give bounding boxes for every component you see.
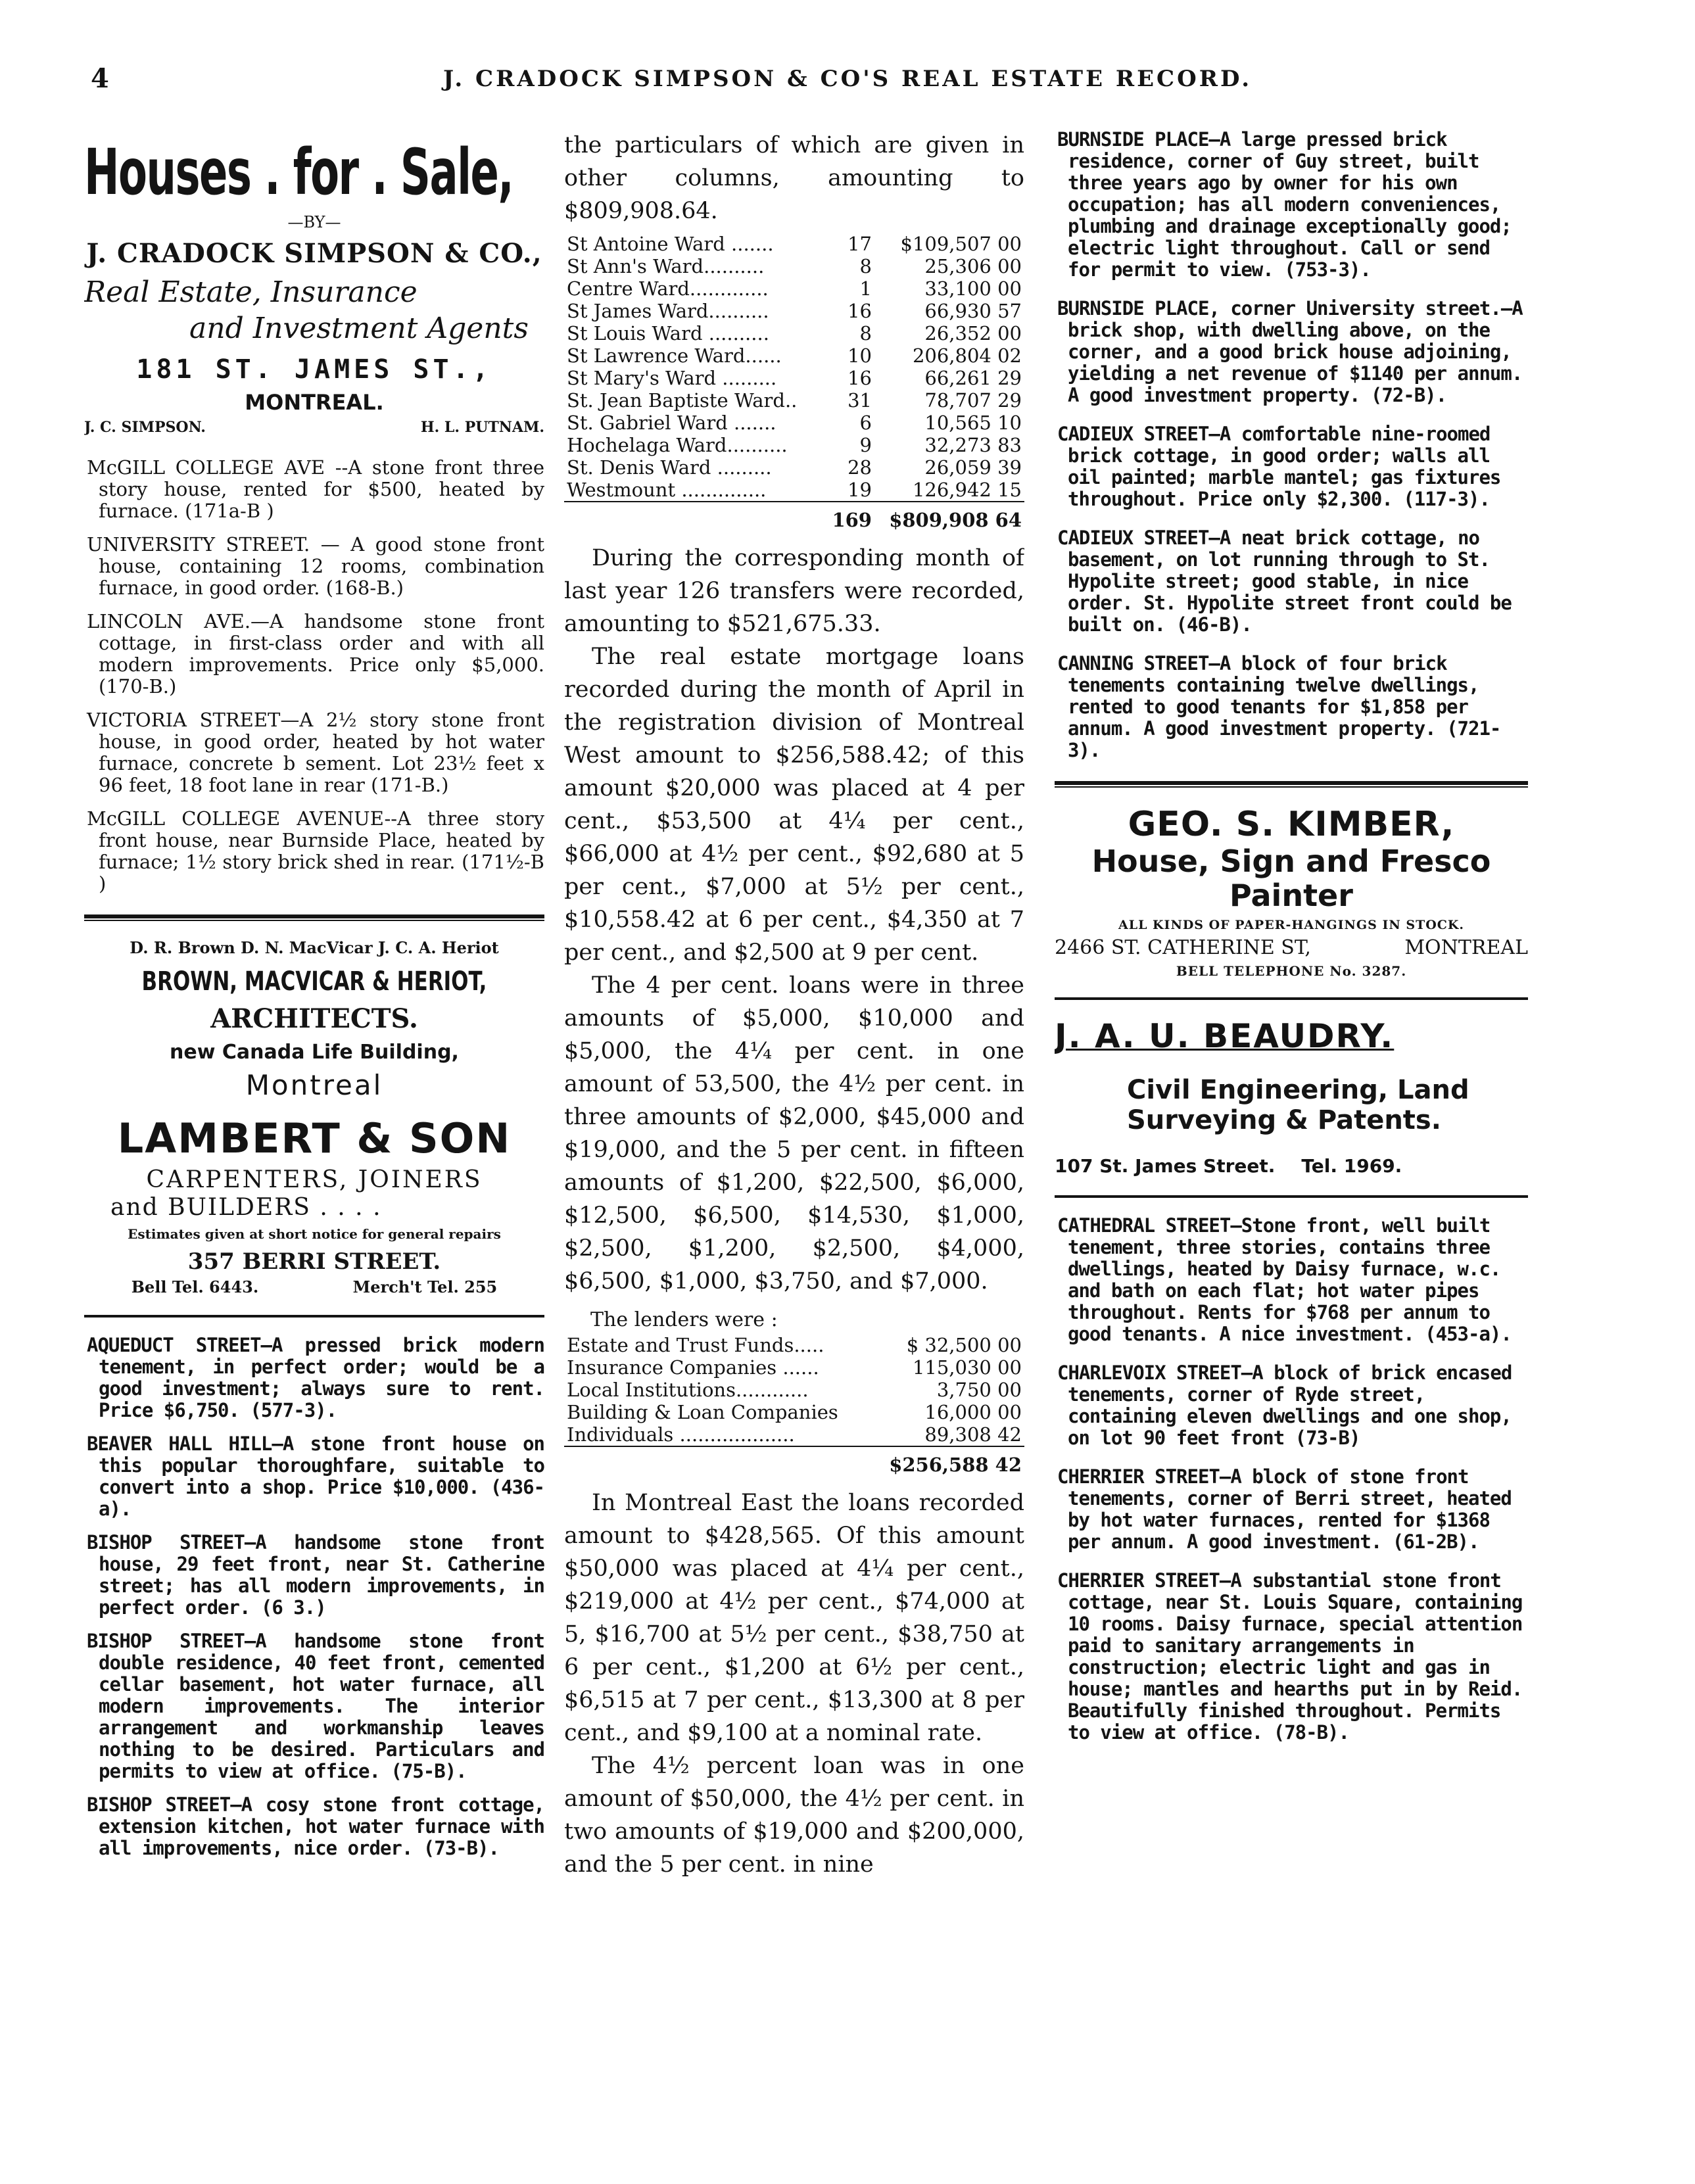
table-row xyxy=(564,1334,1024,1356)
table-row xyxy=(564,456,1024,479)
table-row xyxy=(564,434,1024,456)
ward-amount: 26,352 00 xyxy=(924,322,1022,344)
ward-name: St Louis Ward .......... xyxy=(567,322,769,344)
houses-for-sale-title: Houses . for . Sale, xyxy=(84,135,513,209)
listing: LINCOLN AVE.—A handsome stone front cottage, in first-class order and with all modern improvements. Price only $5,000. (170-B.) xyxy=(87,610,544,698)
total-count: 169 xyxy=(829,502,874,531)
lambert-trade: CARPENTERS, JOINERS xyxy=(146,1166,483,1193)
listing: BISHOP STREET—A handsome stone front house, 29 feet front, near St. Catherine street; has all modern improvements, in perfect order. (6 3.) xyxy=(87,1531,544,1619)
ward-name: Westmount .............. xyxy=(567,479,767,501)
ward-count: 16 xyxy=(848,367,872,389)
section-rule xyxy=(84,1315,544,1318)
listing: BURNSIDE PLACE, corner University street.—A brick shop, with dwelling above, on the corner, and a good brick house adjoining, yielding a net revenue of $1140 per annum. A good investment property. (72-B). xyxy=(1057,297,1523,406)
ward-amount: 126,942 15 xyxy=(912,479,1022,501)
firm-line-2: and Investment Agents xyxy=(189,312,529,345)
ward-name: St Antoine Ward ....... xyxy=(567,233,774,255)
listing: CHERRIER STREET—A substantial stone front cottage, near St. Louis Square, containing 10 rooms. Daisy furnace, special attention paid to sanitary arrangements in construction; electric light and gas in house; mantles and hearths put in by Reid. Beautifully finished throughout. Permits to view at office. (78-B). xyxy=(1057,1569,1523,1744)
listing: BISHOP STREET—A handsome stone front double residence, 40 feet front, cemented cellar basement, hot water furnace, all modern improvements. The interior arrangement and workmanship leaves nothing to be desired. Particulars and permits to view at office. (75-B). xyxy=(87,1630,544,1782)
beaudry-service-1: Civil Engineering, Land xyxy=(1127,1075,1469,1105)
kimber-stock: ALL KINDS OF PAPER-HANGINGS IN STOCK. xyxy=(1118,918,1465,932)
column-left xyxy=(84,129,544,2184)
section-rule xyxy=(1055,781,1528,788)
lender-amount: 115,030 00 xyxy=(912,1356,1022,1379)
beaudry-address: 107 St. James Street. xyxy=(1055,1155,1276,1177)
ward-name: St. Denis Ward ......... xyxy=(567,456,772,479)
beaudry-address-line xyxy=(1055,1155,1528,1177)
ward-name: St Lawrence Ward...... xyxy=(567,344,782,367)
ward-name: St. Gabriel Ward ....... xyxy=(567,412,776,434)
kimber-telephone: BELL TELEPHONE No. 3287. xyxy=(1176,963,1407,979)
kimber-trade-1: House, Sign and Fresco xyxy=(1091,843,1491,879)
lender-name: Insurance Companies ...... xyxy=(567,1356,819,1379)
firm-address: 181 ST. JAMES ST., xyxy=(136,354,492,385)
ward-amount: 25,306 00 xyxy=(924,255,1022,277)
kimber-address: 2466 ST. CATHERINE ST, xyxy=(1055,936,1311,959)
lambert-name: LAMBERT & SON xyxy=(117,1114,512,1162)
table-row xyxy=(564,277,1024,300)
ward-amount: 66,261 29 xyxy=(924,367,1022,389)
listings-group-b xyxy=(84,1335,544,1859)
table-row xyxy=(564,255,1024,277)
lender-name: Individuals ................... xyxy=(567,1423,795,1446)
listing: McGILL COLLEGE AVENUE--A three story front house, near Burnside Place, heated by furnace; 1½ story brick shed in rear. (171½-B ) xyxy=(87,807,544,895)
table-row xyxy=(564,1423,1024,1446)
architect-firm: BROWN, MACVICAR & HERIOT, xyxy=(141,966,487,997)
listings-group-a xyxy=(84,457,544,895)
table-row xyxy=(564,300,1024,322)
ward-amount: 206,804 02 xyxy=(912,344,1022,367)
ward-amount: $109,507 00 xyxy=(900,233,1022,255)
paragraph: During the corresponding month of last year 126 transfers were recorded, amounting to $521,675.33. xyxy=(564,545,1024,637)
ward-amount: 10,565 10 xyxy=(924,412,1022,434)
lambert-telephones xyxy=(84,1277,544,1296)
listings-group-d xyxy=(1055,1215,1528,1744)
ward-name: Centre Ward............. xyxy=(567,277,769,300)
section-rule xyxy=(84,914,544,921)
table-row xyxy=(564,479,1024,502)
column-middle xyxy=(564,129,1024,2184)
page-number: 4 xyxy=(91,63,109,94)
ward-name: St Mary's Ward ......... xyxy=(567,367,777,389)
table-row xyxy=(564,367,1024,389)
column-right xyxy=(1055,129,1528,2184)
lenders-table xyxy=(564,1334,1024,1476)
kimber-city: MONTREAL xyxy=(1404,936,1528,959)
section-rule xyxy=(1055,997,1528,1000)
listing: CADIEUX STREET—A neat brick cottage, no basement, on lot running through to St. Hypolite street; good stable, in nice order. St. Hypolite street front could be built on. (46-B). xyxy=(1057,527,1512,636)
firm-principals xyxy=(84,419,544,436)
firm-line-1: Real Estate, Insurance xyxy=(84,275,418,309)
listing: BISHOP STREET—A cosy stone front cottage, extension kitchen, hot water furnace with all improvements, nice order. (73-B). xyxy=(87,1793,544,1859)
table-row xyxy=(564,1401,1024,1423)
listing: AQUEDUCT STREET—A pressed brick modern tenement, in perfect order; would be a good investment; always sure to rent. Price $6,750. (577-3). xyxy=(87,1334,544,1421)
architect-city: Montreal xyxy=(245,1069,383,1101)
ward-amount: 32,273 83 xyxy=(924,434,1022,456)
lender-name: Building & Loan Companies xyxy=(567,1401,838,1423)
ward-amount: 78,707 29 xyxy=(924,389,1022,412)
ward-amount: 66,930 57 xyxy=(924,300,1022,322)
beaudry-service-2: Surveying & Patents. xyxy=(1127,1105,1441,1135)
firm-city: MONTREAL. xyxy=(245,390,384,415)
listing: VICTORIA STREET—A 2½ story stone front house, in good order, heated by hot water furnace, concrete b sement. Lot 23½ feet x 96 feet, 18 foot lane in rear (171-B.) xyxy=(87,709,544,796)
table-row xyxy=(564,322,1024,344)
ward-count: 10 xyxy=(848,344,872,367)
listing: CATHEDRAL STREET—Stone front, well built tenement, three stories, contains three dwellings, heated by Daisy furnace, w.c. and bath on each flat; hot water pipes throughout. Rents for $768 per annum to good tenants. A nice investment. (453-a). xyxy=(1057,1214,1512,1345)
listing: CHARLEVOIX STREET—A block of brick encased tenements, corner of Ryde street, containing eleven dwellings and one shop, on lot 90 feet front (73-B) xyxy=(1057,1362,1512,1449)
listing: CANNING STREET—A block of four brick tenements containing twelve dwellings, rented to good tenants for $1,858 per annum. A good investment property. (721-3). xyxy=(1057,652,1501,761)
paragraph: The 4½ percent loan was in one amount of $50,000, the 4½ per cent. in two amounts of $19,000 and $200,000, and the 5 per cent. in nine xyxy=(564,1753,1024,1878)
paragraph: The 4 per cent. loans were in three amounts of $5,000, $10,000 and $5,000, the 4¼ per cent. in one amount of 53,500, the 4½ per cent. in three amounts of $2,000, $45,000 and $19,000, and the 5 per cent. in fifteen amounts of $1,200, $22,500, $6,000, $12,500, $6,500, $14,530, $1,000, $2,500, $1,200, $2,500, $4,000, $6,500, $1,000, $3,750, and $7,000. xyxy=(564,972,1024,1294)
table-row xyxy=(564,233,1024,255)
bell-tel: Bell Tel. 6443. xyxy=(131,1277,259,1296)
ward-name: Hochelaga Ward.......... xyxy=(567,434,788,456)
ward-count: 8 xyxy=(859,322,872,344)
ward-count: 19 xyxy=(848,479,872,501)
kimber-name: GEO. S. KIMBER, xyxy=(1128,805,1455,844)
table-row xyxy=(564,389,1024,412)
table-row xyxy=(564,1356,1024,1379)
lender-amount: 16,000 00 xyxy=(924,1401,1022,1423)
listing: BURNSIDE PLACE—A large pressed brick residence, corner of Guy street, built three years ago by owner for his own occupation; has all modern conveniences, plumbing and drainage exceptionally good; electric light throughout. Call or send for permit to view. (753-3). xyxy=(1057,129,1512,281)
table-total-row xyxy=(564,1446,1024,1476)
kimber-address-line xyxy=(1055,936,1528,959)
architect-building: new Canada Life Building, xyxy=(170,1041,459,1064)
firm-name: J. CRADOCK SIMPSON & CO., xyxy=(86,238,542,269)
lender-name: Local Institutions............ xyxy=(567,1379,809,1401)
beaudry-telephone: Tel. 1969. xyxy=(1301,1155,1402,1177)
table-row xyxy=(564,1379,1024,1401)
paragraph: In Montreal East the loans recorded amount to $428,565. Of this amount $50,000 was placed at 4¼ per cent., $219,000 at 4½ per cent., $74,000 at 5, $16,700 at 5½ per cent., $38,750 at 6 per cent., $1,200 at 6½ per cent., $6,515 at 7 per cent., $13,300 at 8 per cent., and $9,100 at a nominal rate. xyxy=(564,1490,1024,1746)
architect-partners: D. R. Brown D. N. MacVicar J. C. A. Heriot xyxy=(130,938,499,957)
lender-amount: $ 32,500 00 xyxy=(906,1334,1022,1356)
lender-name: Estate and Trust Funds..... xyxy=(567,1334,824,1356)
ward-count: 9 xyxy=(859,434,872,456)
ward-count: 1 xyxy=(859,277,872,300)
listing: CHERRIER STREET—A block of stone front tenements, corner of Berri street, heated by hot water furnaces, rented for $1368 per annum. A good investment. (61-2B). xyxy=(1057,1465,1512,1553)
table-row xyxy=(564,412,1024,434)
listing: McGILL COLLEGE AVE --A stone front three story house, rented for $500, heated by furnace. (171a-B ) xyxy=(87,456,544,522)
principal-left: J. C. SIMPSON. xyxy=(84,419,206,436)
ward-name: St James Ward.......... xyxy=(567,300,769,322)
total-amount: $809,908 64 xyxy=(874,502,1024,531)
ward-count: 31 xyxy=(848,389,872,412)
ward-count: 28 xyxy=(848,456,872,479)
lenders-total: $256,588 42 xyxy=(874,1446,1024,1476)
paragraph: The real estate mortgage loans recorded during the month of April in the registration division of Montreal West amount to $256,588.42; of this amount $20,000 was placed at 4 per cent., $53,500 at 4¼ per cent., $66,000 at 4½ per cent., $92,680 at 5 per cent., $7,000 at 5½ per cent., $10,558.42 at 6 per cent., $4,350 at 7 per cent., and $2,500 at 9 per cent. xyxy=(564,644,1024,966)
ward-transfers-table xyxy=(564,233,1024,531)
listing: BEAVER HALL HILL—A stone front house on this popular thoroughfare, suitable to convert into a shop. Price $10,000. (436-a). xyxy=(87,1433,544,1520)
table-total-row xyxy=(564,502,1024,531)
principal-right: H. L. PUTNAM. xyxy=(420,419,544,436)
lenders-label: The lenders were : xyxy=(590,1308,778,1331)
listings-group-c xyxy=(1055,129,1528,761)
ward-name: St. Jean Baptiste Ward.. xyxy=(567,389,798,412)
lender-amount: 3,750 00 xyxy=(936,1379,1022,1401)
ward-count: 8 xyxy=(859,255,872,277)
lender-amount: 89,308 42 xyxy=(924,1423,1022,1446)
ward-name: St Ann's Ward.......... xyxy=(567,255,765,277)
lambert-estimates: Estimates given at short notice for general repairs xyxy=(128,1226,501,1242)
listing: CADIEUX STREET—A comfortable nine-roomed brick cottage, in good order; walls all oil painted; marble mantel; gas fixtures throughout. Price only $2,300. (117-3). xyxy=(1057,423,1501,510)
running-title: J. CRADOCK SIMPSON & CO'S REAL ESTATE RECORD. xyxy=(442,66,1253,92)
lambert-address: 357 BERRI STREET. xyxy=(187,1248,441,1275)
section-rule xyxy=(1055,1195,1528,1198)
intro-paragraph: the particulars of which are given in other columns, amounting to $809,908.64. xyxy=(564,132,1024,224)
ward-count: 16 xyxy=(848,300,872,322)
by-line: —BY— xyxy=(287,213,341,231)
listing: UNIVERSITY STREET. — A good stone front house, containing 12 rooms, combination furnace, in good order. (168-B.) xyxy=(87,533,544,599)
ward-amount: 33,100 00 xyxy=(924,277,1022,300)
ward-count: 6 xyxy=(859,412,872,434)
kimber-trade-2: Painter xyxy=(1229,878,1353,913)
lambert-builders: and BUILDERS . . . . xyxy=(110,1194,382,1221)
architect-role: ARCHITECTS. xyxy=(210,1003,418,1034)
ward-count: 17 xyxy=(848,233,872,255)
beaudry-name: J. A. U. BEAUDRY. xyxy=(1055,1017,1395,1055)
table-row xyxy=(564,344,1024,367)
merchant-tel: Merch't Tel. 255 xyxy=(352,1277,498,1296)
ward-amount: 26,059 39 xyxy=(924,456,1022,479)
